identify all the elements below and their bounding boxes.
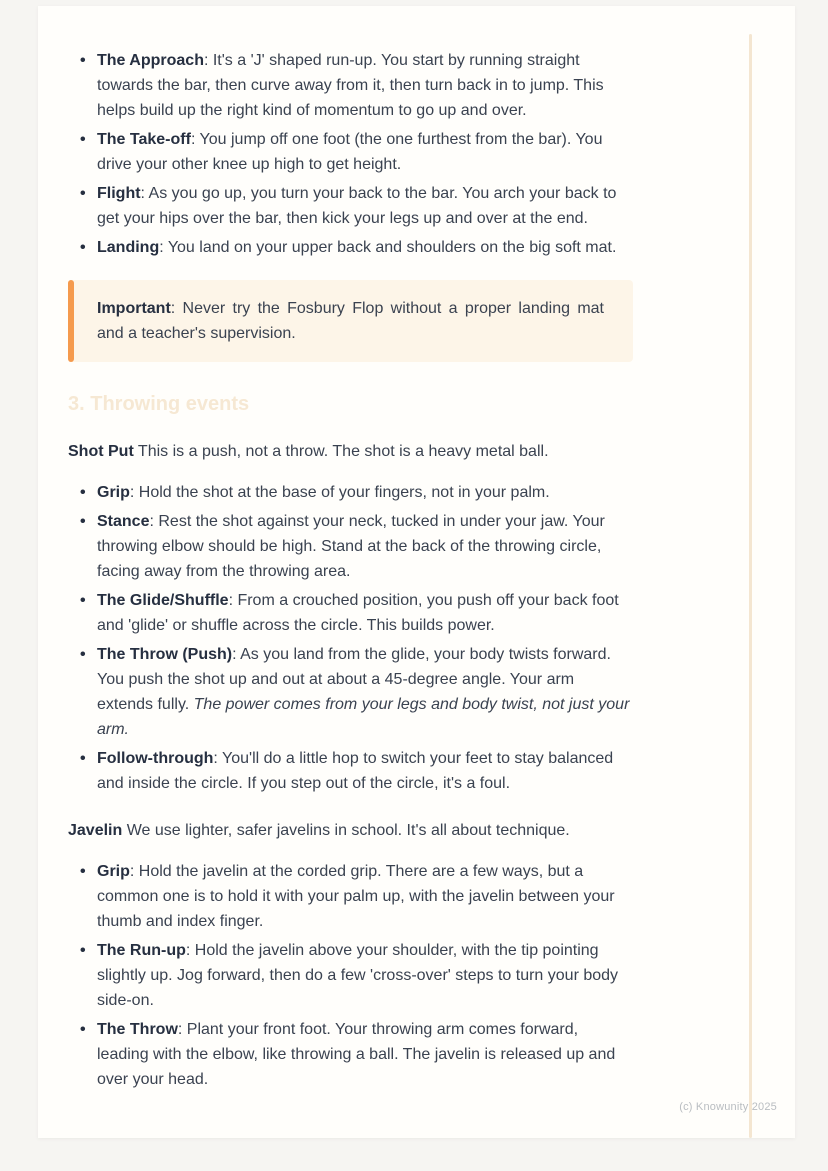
list-item-italic-note: The power comes from your legs and body twist, not just your arm.	[97, 696, 630, 738]
list-item-flight	[68, 181, 633, 231]
callout-body: : Never try the Fosbury Flop without a proper landing mat and a teacher's supervision.	[97, 300, 604, 342]
list-item-text: : You land on your upper back and shoulders on the big soft mat.	[159, 239, 617, 256]
list-item-throw-push	[68, 642, 633, 742]
shot-put-label: Shot Put	[68, 443, 134, 460]
list-item-label: The Approach	[97, 52, 204, 69]
list-item-label: Follow-through	[97, 750, 214, 767]
shot-put-list	[68, 480, 633, 796]
list-item-label: Grip	[97, 863, 130, 880]
list-item-text: : You'll do a little hop to switch your feet to stay balanced and inside the circle. If you step out of the circle, it's a foul.	[97, 750, 614, 792]
list-item-text: : As you land from the glide, your body twists forward. You push the shot up and out at about a 45-degree angle. Your arm extends fully.	[97, 646, 611, 713]
javelin-list	[68, 859, 633, 1092]
list-item-label: Stance	[97, 513, 150, 530]
shot-put-intro	[68, 439, 633, 464]
list-item-text: : It's a 'J' shaped run-up. You start by running straight towards the bar, then curve away from it, then turn back in to jump. This helps build up the right kind of momentum to go up and over.	[97, 52, 604, 119]
list-item-grip	[68, 859, 633, 934]
list-item-glide-shuffle	[68, 588, 633, 638]
list-item-text: : Plant your front foot. Your throwing arm comes forward, leading with the elbow, like throwing a ball. The javelin is released up and over your head.	[97, 1021, 616, 1088]
list-item-text: : Hold the shot at the base of your fingers, not in your palm.	[129, 484, 550, 501]
list-item-text: : As you go up, you turn your back to the bar. You arch your back to get your hips over the bar, then kick your legs up and over at the end.	[97, 185, 617, 227]
section-heading-throwing-events: 3. Throwing events	[68, 393, 250, 415]
list-item-label: The Run-up	[97, 942, 186, 959]
list-item-throw	[68, 1017, 633, 1092]
list-item-text: : From a crouched position, you push off your back foot and 'glide' or shuffle across the circle. This builds power.	[97, 592, 619, 634]
list-item-landing	[68, 235, 633, 260]
list-item-text: : Hold the javelin at the corded grip. There are a few ways, but a common one is to hold it with your palm up, with the javelin between your thumb and index finger.	[97, 863, 615, 930]
list-item-label: Grip	[97, 484, 130, 501]
javelin-intro-text: We use lighter, safer javelins in school. It's all about technique.	[122, 822, 570, 839]
shot-put-intro-text: This is a push, not a throw. The shot is a heavy metal ball.	[133, 443, 549, 460]
list-item-take-off	[68, 127, 633, 177]
list-item-label: Flight	[97, 185, 141, 202]
list-item-label: The Glide/Shuffle	[97, 592, 229, 609]
list-item-text: : You jump off one foot (the one furthest from the bar). You drive your other knee up high to get height.	[97, 131, 603, 173]
callout-accent-bar	[68, 280, 74, 362]
list-item-text: : Hold the javelin above your shoulder, with the tip pointing slightly up. Jog forward, then do a few 'cross-over' steps to turn your body side-on.	[97, 942, 619, 1009]
javelin-intro	[68, 818, 633, 843]
list-item-label: The Throw	[97, 1021, 178, 1038]
list-item-label: The Take-off	[97, 131, 191, 148]
list-item-label: The Throw (Push)	[97, 646, 233, 663]
document-page	[38, 6, 795, 1138]
list-item-follow-through	[68, 746, 633, 796]
list-item-run-up	[68, 938, 633, 1013]
high-jump-technique-list	[68, 48, 633, 260]
callout-label: Important	[97, 300, 171, 317]
page-content	[38, 6, 795, 1092]
callout-text	[97, 296, 604, 346]
list-item-text: : Rest the shot against your neck, tucked in under your jaw. Your throwing elbow should be high. Stand at the back of the throwing circle, facing away from the throwing area.	[97, 513, 605, 580]
important-callout	[68, 280, 633, 362]
list-item-label: Landing	[97, 239, 160, 256]
copyright-footer: (c) Knowunity 2025	[679, 1101, 777, 1113]
javelin-label: Javelin	[68, 822, 123, 839]
list-item-stance	[68, 509, 633, 584]
list-item-grip	[68, 480, 633, 505]
list-item-approach	[68, 48, 633, 123]
